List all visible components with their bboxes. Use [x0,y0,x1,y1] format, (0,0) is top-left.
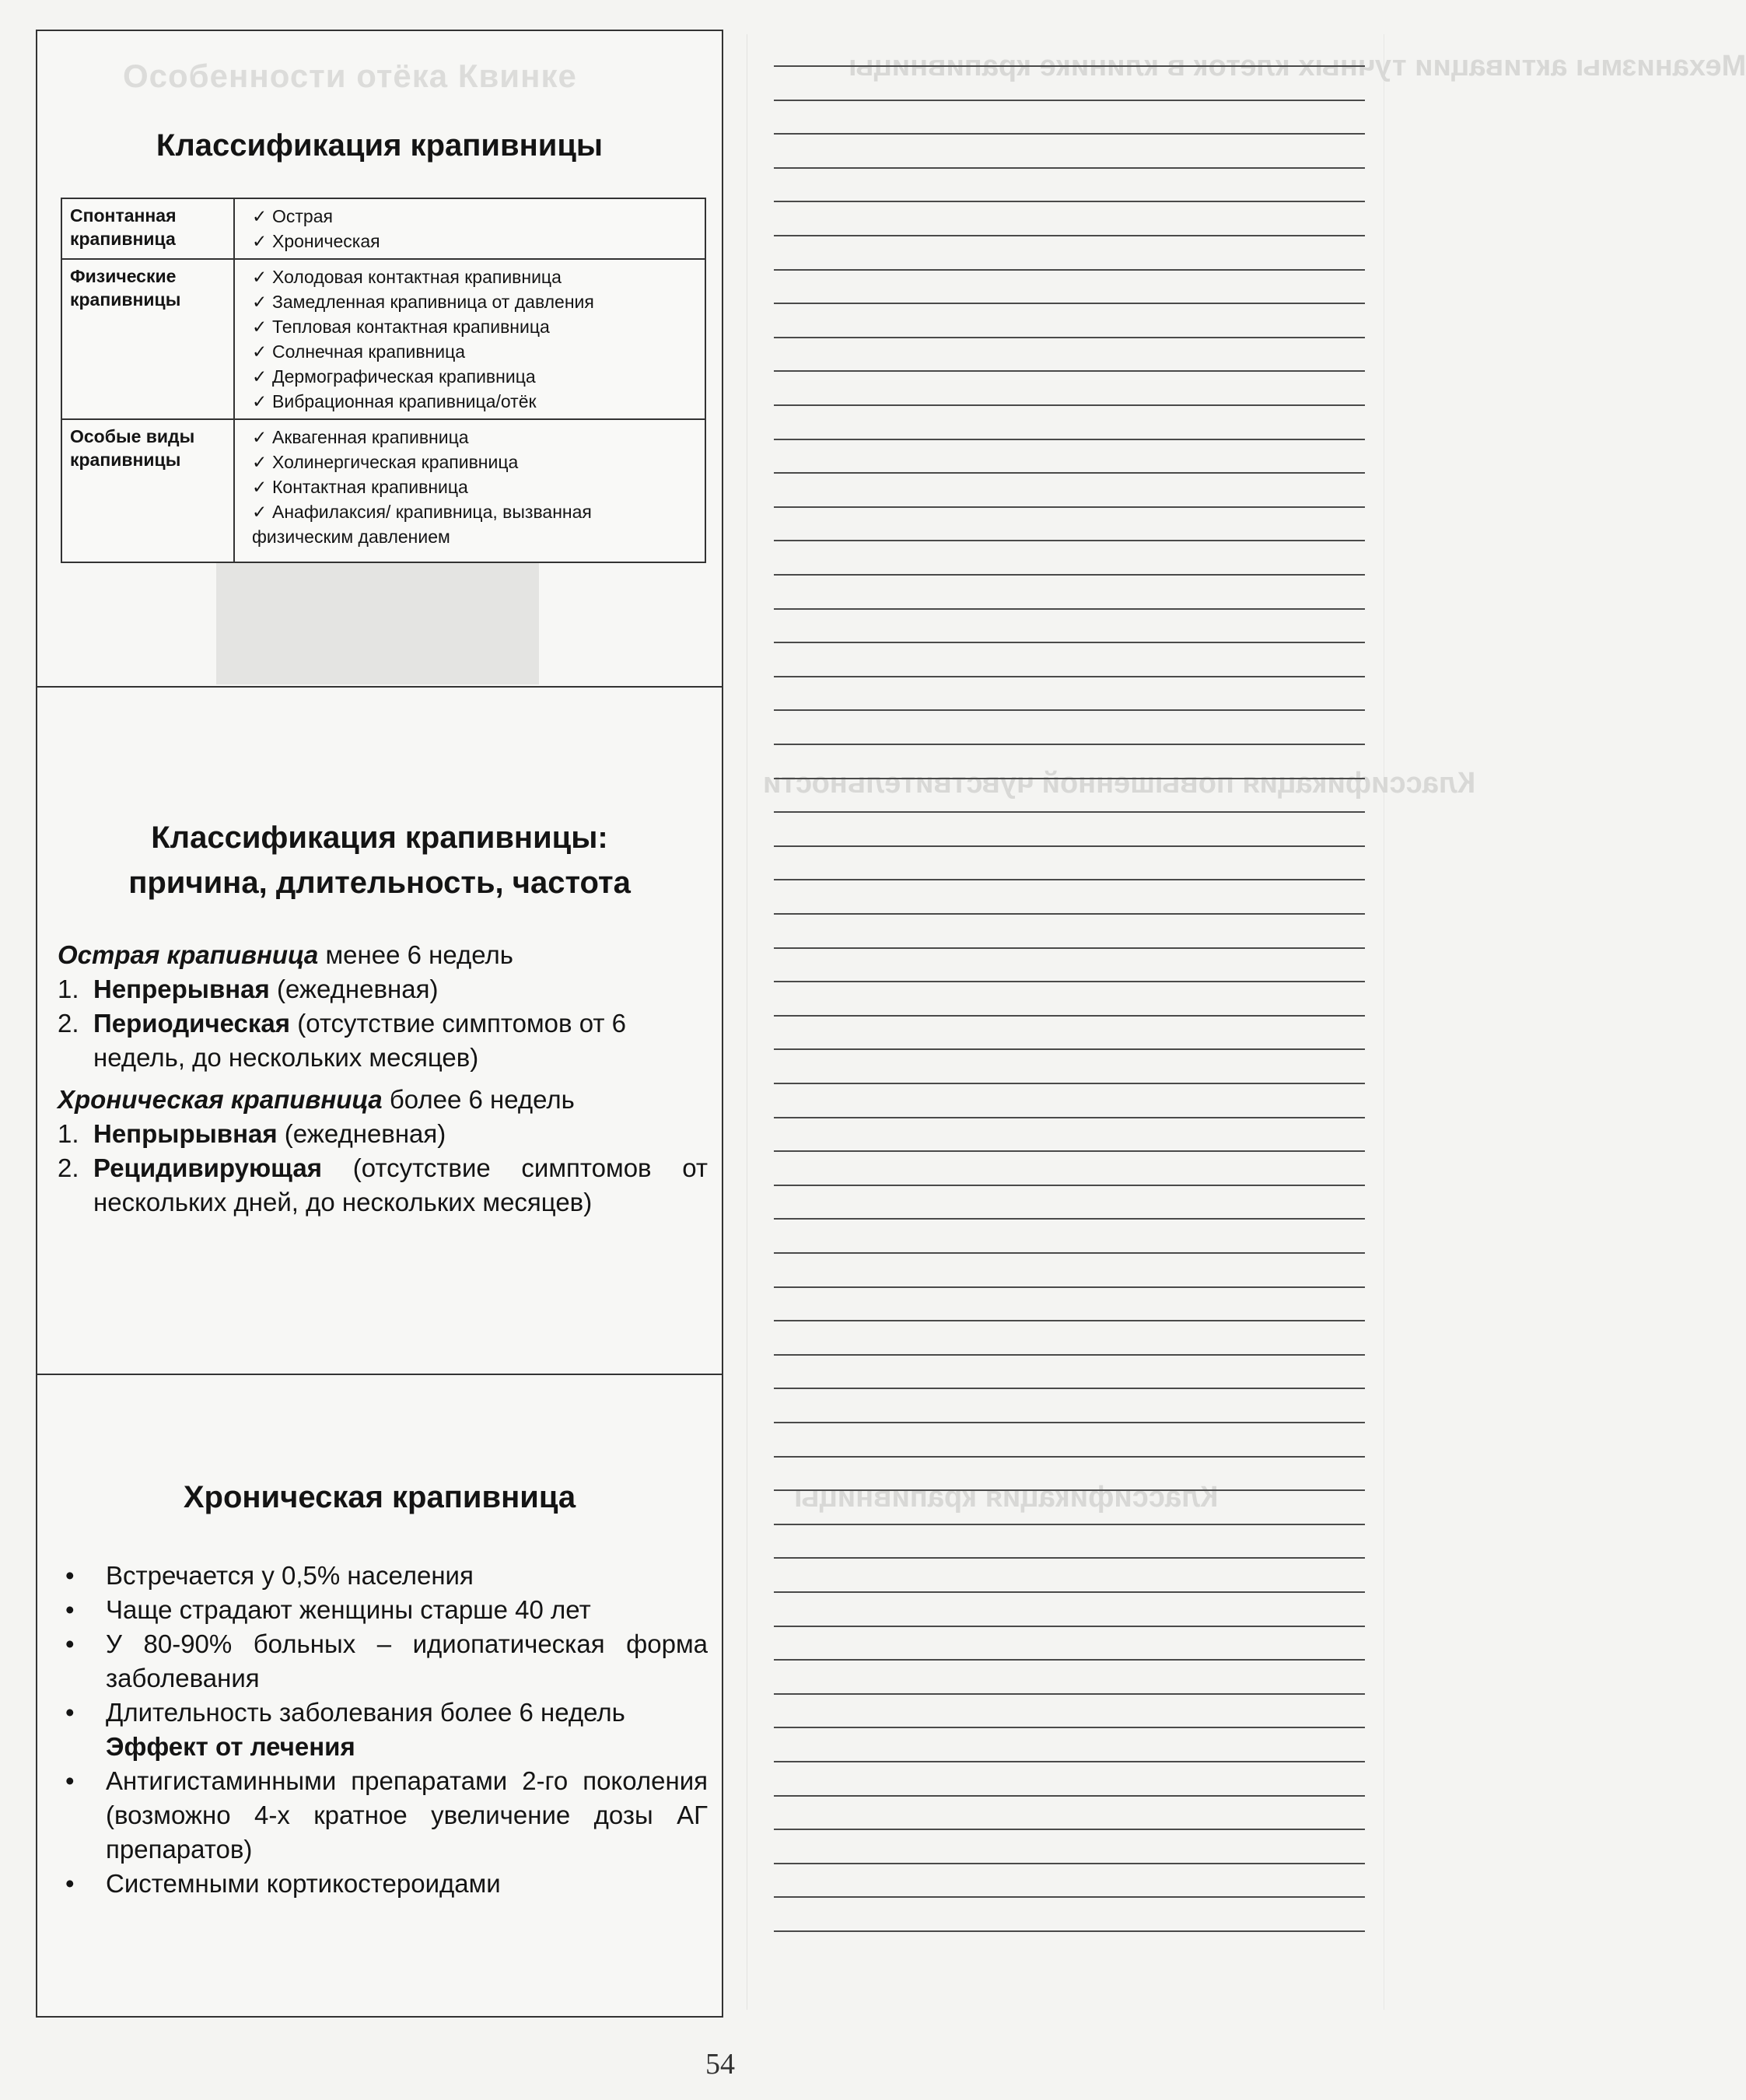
check-icon: ✓ [252,366,268,387]
ruled-line [774,1727,1365,1728]
acute-list [58,972,708,1075]
bullet-icon: • [65,1561,75,1590]
bleed-through-heading: Классификация повышенной чувствительности [763,767,1476,800]
slides-column [36,30,723,2018]
slide-title: Классификация крапивницы [156,128,604,163]
check-icon: ✓ [252,231,268,251]
acute-heading: Острая крапивница менее 6 недель [58,940,513,969]
items-cell [234,419,705,562]
ruled-line [774,879,1365,880]
list-item: 1. Непрерывная (ежедневная) [58,975,439,1003]
ruled-line [774,1286,1365,1288]
ruled-line [774,1626,1365,1627]
items-cell [234,259,705,419]
list-item: ✓ Замедленная крапивница от давления [252,289,697,314]
ruled-line [774,1320,1365,1321]
ruled-line [774,1930,1365,1932]
table-row [61,419,705,562]
list-item: • Встречается у 0,5% населения [58,1559,708,1593]
list-item: ✓ Контактная крапивница [252,474,697,499]
bullet-icon: • [65,1869,75,1898]
treatment-subheading: Эффект от лечения [106,1732,355,1761]
list-item: ✓ Анафилаксия/ крапивница, вызванная физическим давлением [252,499,697,549]
list-item: ✓ Холинергическая крапивница [252,450,697,474]
ruled-line [774,1489,1365,1491]
slide-duration-classification [37,688,722,1375]
check-icon: ✓ [252,267,268,287]
page-number: 54 [705,2048,735,2081]
ruled-line [774,1795,1365,1797]
ruled-line [774,133,1365,135]
category-cell: Особые виды крапивницы [61,419,234,562]
ruled-line [774,1524,1365,1525]
ruled-line [774,439,1365,440]
bullet-icon: • [65,1698,75,1727]
ruled-line [774,1354,1365,1356]
list-item: ✓ Хроническая [252,229,697,254]
category-cell: Спонтанная крапивница [61,198,234,259]
check-icon: ✓ [252,341,268,362]
ruled-line [774,1591,1365,1593]
ruled-line [774,540,1365,541]
bleed-through-title: Особенности отёка Квинке [123,58,577,94]
list-item: • Антигистаминными препаратами 2-го поколения (возможно 4-х кратное увеличение дозы АГ препаратов) [58,1764,708,1867]
ruled-line [774,1150,1365,1152]
slide-title-line-1: Классификация крапивницы: [151,821,608,855]
ruled-line [774,608,1365,610]
ruled-line [774,1761,1365,1762]
bullet-icon: • [65,1595,75,1624]
list-item: ✓ Дермографическая крапивница [252,364,697,389]
chronic-facts [58,1559,708,1901]
check-icon: ✓ [252,206,268,226]
ruled-line [774,269,1365,271]
ruled-line [774,1048,1365,1050]
check-icon: ✓ [252,502,268,522]
treatment-list [58,1764,708,1901]
slide-title-line-2: причина, длительность, частота [128,866,631,900]
ruled-line [774,1015,1365,1017]
duration-text [58,938,708,1220]
chronic-list [58,1117,708,1220]
list-item: ✓ Холодовая контактная крапивница [252,264,697,289]
list-item: • Длительность заболевания более 6 недель [58,1696,708,1730]
list-item: 2. Рецидивирующая (отсутствие симптомов от нескольких дней, до нескольких месяцев) [58,1153,708,1216]
bleed-through-heading: Механизмы активации тучных клеток в клинике крапивницы [849,50,1746,82]
ruled-line [774,404,1365,406]
ruled-line [774,1252,1365,1254]
check-icon: ✓ [252,317,268,337]
check-icon: ✓ [252,452,268,472]
category-cell: Физические крапивницы [61,259,234,419]
ruled-line [774,778,1365,779]
classification-table [61,198,706,563]
ruled-line [774,981,1365,982]
ruled-line [774,676,1365,677]
list-item: • Системными кортикостероидами [58,1867,708,1901]
ruled-line [774,845,1365,847]
ruled-line [774,370,1365,372]
chronic-heading: Хроническая крапивница более 6 недель [58,1085,575,1114]
ruled-line [774,1557,1365,1559]
ruled-line [774,100,1365,101]
ruled-line [774,235,1365,236]
check-icon: ✓ [252,292,268,312]
list-item: ✓ Тепловая контактная крапивница [252,314,697,339]
check-icon: ✓ [252,391,268,411]
notes-area [747,34,1746,2010]
table-row [61,198,705,259]
ruled-line [774,303,1365,304]
list-item: 1. Непрырывная (ежедневная) [58,1119,446,1148]
ruled-line [774,506,1365,508]
ruled-line [774,1829,1365,1830]
check-icon: ✓ [252,427,268,447]
list-item: ✓ Вибрационная крапивница/отёк [252,389,697,414]
list-item: • У 80-90% больных – идиопатическая форма заболевания [58,1627,708,1696]
slide-classification [37,31,722,688]
ruled-line [774,201,1365,202]
list-item: • Чаще страдают женщины старше 40 лет [58,1593,708,1627]
facts-list [58,1559,708,1730]
ruled-line [774,65,1365,67]
ruled-line [774,642,1365,643]
ruled-line [774,574,1365,576]
list-item: ✓ Аквагенная крапивница [252,425,697,450]
ruled-line [774,1863,1365,1864]
list-item: ✓ Солнечная крапивница [252,339,697,364]
bullet-icon: • [65,1629,75,1658]
ruled-line [774,1896,1365,1898]
ruled-line [774,1218,1365,1220]
table-row [61,259,705,419]
ruled-line [774,1083,1365,1084]
ruled-line [774,811,1365,813]
ruled-line [774,1693,1365,1695]
items-cell [234,198,705,259]
check-icon: ✓ [252,477,268,497]
ruled-line [774,167,1365,169]
ruled-line [774,1388,1365,1389]
list-item: 2. Периодическая (отсутствие симптомов от 6 недель, до нескольких месяцев) [58,1009,626,1072]
list-item: ✓ Острая [252,204,697,229]
ruled-line [774,1117,1365,1118]
bleed-through-heading: Классификация крапивницы [794,1481,1219,1514]
ruled-line [774,337,1365,338]
ruled-line [774,744,1365,745]
ruled-line [774,472,1365,474]
ruled-line [774,913,1365,915]
bullet-icon: • [65,1766,75,1795]
slide-title: Хроническая крапивница [183,1480,576,1514]
slide-chronic-urticaria [37,1375,722,2018]
ruled-line [774,947,1365,949]
ruled-line [774,1456,1365,1458]
ruled-line [774,1422,1365,1423]
ruled-line [774,1185,1365,1186]
ruled-line [774,709,1365,711]
ruled-line [774,1659,1365,1661]
